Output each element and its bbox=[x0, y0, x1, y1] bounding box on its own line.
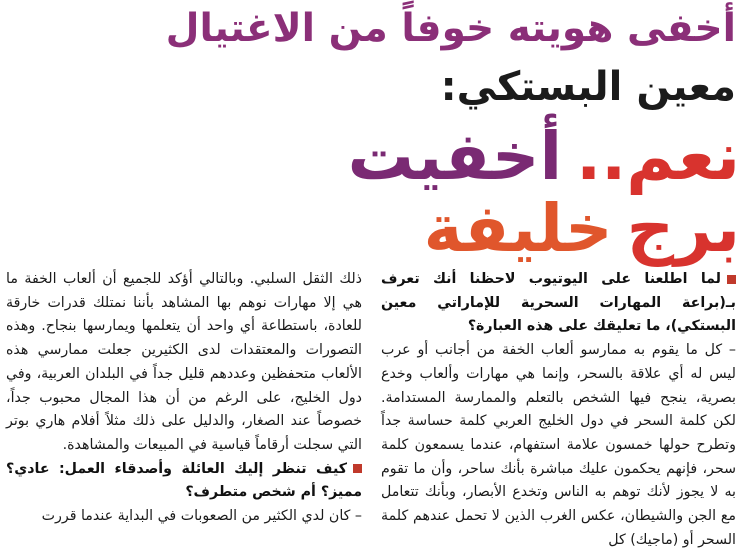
bullet-square-icon bbox=[353, 464, 362, 473]
question-1-text: لما اطلعنا على اليوتيوب لاحظنا أنك تعرف بـ(براعة المهارات السحرية للإماراتي معين البستكي)، ما تعليقك على هذه العبارة؟ bbox=[381, 271, 736, 335]
headline-word-yes: نعم.. bbox=[576, 118, 740, 195]
bullet-square-icon bbox=[727, 275, 736, 284]
headline-line-1 bbox=[6, 118, 740, 196]
question-2 bbox=[6, 458, 362, 505]
headline-word-hid: أخفيت bbox=[347, 118, 563, 195]
answer-1: – كل ما يقوم به ممارسو ألعاب الخفة من أجانب أو عرب ليس له أي علاقة بالسحر، وإنما هي مهارات وألعاب وخدع بصرية، ينجح فيها الشخص بالتعلم والممارسة المستدامة. لكن كلمة السحر في دول الخليج العربي كلمة حساسة جداً وتطرح حولها خمسون علامة استفهام، عندما يسمعون كلمة سحر، فإنهم يحكمون عليك مباشرة بأنك ساحر، وأن ما تقوم به لا يجوز لأنك توهم به الناس وتخدع الأبصار، وبأنك تتعامل مع الجن والشيطان، عكس الغرب الذين لا تحمل عندهم كلمة السحر أو (ماجيك) كل bbox=[381, 342, 736, 548]
answer-2: – كان لدي الكثير من الصعوبات في البداية عندما قررت bbox=[41, 508, 362, 525]
article-column-left bbox=[6, 268, 362, 538]
question-2-text: كيف تنظر إليك العائلة وأصدقاء العمل: عادي؟ مميز؟ أم شخص متطرف؟ bbox=[6, 460, 362, 501]
question-1 bbox=[381, 268, 736, 339]
article-column-right bbox=[381, 268, 736, 548]
answer-1-continued: ذلك الثقل السلبي. وبالتالي أؤكد للجميع أن ألعاب الخفة ما هي إلا مهارات نوهم بها المشاهد بأننا نمتلك قدرات خارقة للعادة، باستطاعة أي واحد أن يتعلمها ويمارسها بنجاح. وهذه التصورات والمعتقدات لدى الكثيرين جعلت ممارسي هذه الألعاب متحفظين وعددهم قليل جداً في البلدان العربية، وفي دول الخليج، على الرغم من أن هذا المجال محبوب جداً، خصوصاً عند الصغار، والدليل على ذلك مثلاً أفلام هاري بوتر التي سجلت أرقاماً قياسية في المبيعات والمشاهدة. bbox=[6, 271, 362, 453]
headline-word-khalifa: خليفة bbox=[423, 190, 613, 267]
headline-line-2 bbox=[6, 190, 740, 268]
subhead-name: معين البستكي: bbox=[440, 64, 736, 110]
kicker-title: أخفى هويته خوفاً من الاغتيال bbox=[165, 6, 736, 51]
headline-word-tower: برج bbox=[626, 190, 740, 267]
